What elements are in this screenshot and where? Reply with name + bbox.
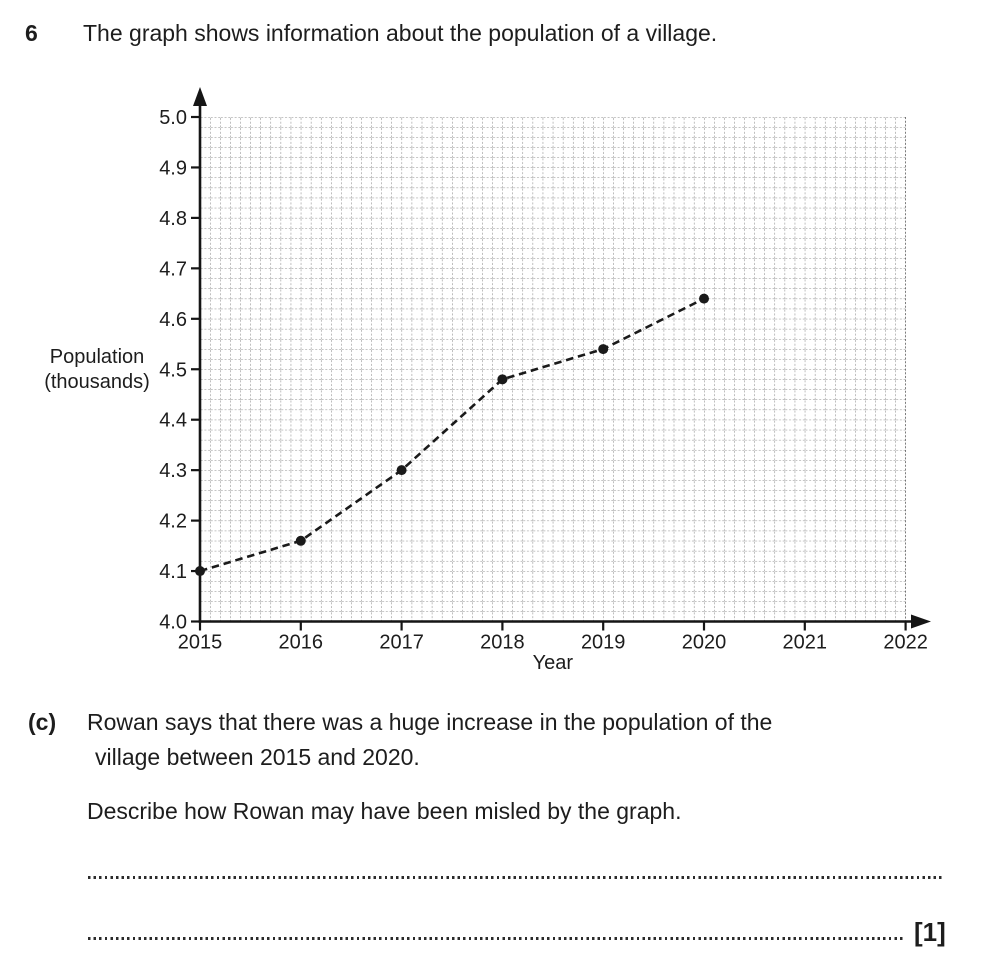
marks-badge: [1] <box>914 917 946 947</box>
y-axis-label: Population (thousands) <box>44 346 150 393</box>
part-c-statement-line-1: Rowan says that there was a huge increase in the population of the <box>87 709 773 735</box>
x-tick-label: 2018 <box>480 631 525 654</box>
answer-dotted-line-2 <box>88 937 903 940</box>
x-axis-arrow-icon <box>911 615 931 629</box>
grid <box>200 117 906 622</box>
x-tick-label: 2016 <box>278 631 324 654</box>
y-tick-label: 4.3 <box>159 460 187 483</box>
x-axis-label: Year <box>532 652 574 674</box>
data-point <box>296 536 306 546</box>
y-tick-label: 4.2 <box>159 510 187 533</box>
data-point <box>699 294 709 304</box>
x-tick-label: 2022 <box>883 631 928 654</box>
y-tick-label: 4.4 <box>159 409 187 432</box>
y-tick-label: 4.0 <box>159 611 187 634</box>
y-tick-label: 5.0 <box>159 107 187 129</box>
question-number: 6 <box>25 20 38 46</box>
y-tick-label: 4.1 <box>159 561 187 584</box>
y-tick-label: 4.5 <box>159 359 187 382</box>
x-tick-label: 2015 <box>177 631 223 654</box>
part-c-statement-line-2: village between 2015 and 2020. <box>95 744 420 770</box>
y-tick-label: 4.8 <box>159 207 187 230</box>
x-tick-label: 2017 <box>379 631 424 654</box>
y-tick-label: 4.9 <box>159 157 187 180</box>
question-intro: The graph shows information about the population of a village. <box>83 20 718 46</box>
part-c-label: (c) <box>28 709 57 735</box>
data-point <box>195 566 205 576</box>
part-c-prompt: Describe how Rowan may have been misled by the graph. <box>87 798 682 824</box>
data-point <box>497 374 507 384</box>
x-tick-label: 2020 <box>681 631 727 654</box>
data-point <box>397 465 407 475</box>
y-tick-label: 4.6 <box>159 308 187 331</box>
answer-dotted-line-1 <box>88 876 945 879</box>
x-tick-label: 2019 <box>580 631 626 654</box>
data-point <box>598 344 608 354</box>
y-axis-arrow-icon <box>193 87 207 106</box>
x-tick-label: 2021 <box>782 631 828 654</box>
y-tick-label: 4.7 <box>159 258 187 281</box>
